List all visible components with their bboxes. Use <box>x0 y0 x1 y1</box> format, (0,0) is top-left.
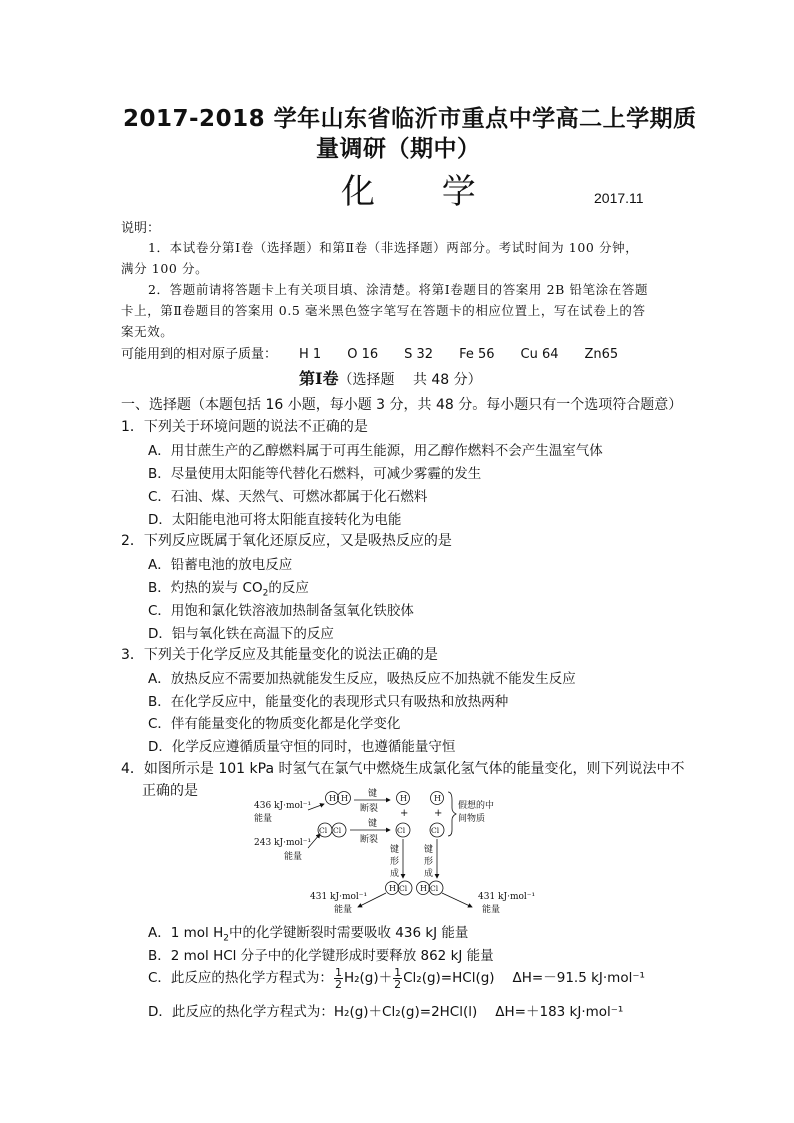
question-2-option-c: C．用饱和氯化铁溶液加热制备氢氧化铁胶体 <box>148 603 414 619</box>
atomic-masses <box>121 343 644 362</box>
instruction-2a: 2．答题前请将答题卡上有关项目填、涂清楚。将第Ⅰ卷题目的答案用 2B 铅笔涂在答题 <box>148 282 649 297</box>
question-3-option-c: C．伴有能量变化的物质变化都是化学变化 <box>148 716 401 732</box>
page-title-line2: 量调研（期中） <box>316 136 481 162</box>
plus-2: + <box>434 808 443 819</box>
form-1-b: 形 <box>390 857 400 867</box>
question-1-option-d: D．太阳能电池可将太阳能直接转化为电能 <box>148 512 402 528</box>
break-1-a: 键 <box>368 789 378 799</box>
question-2-option-a: A．铅蓄电池的放电反应 <box>148 557 293 573</box>
mass-h: H 1 <box>299 347 322 362</box>
form-2-a: 键 <box>424 845 434 855</box>
energy-cl2-label: 能量 <box>284 852 303 862</box>
atom-h-5: H <box>389 884 396 893</box>
instruction-1b: 满分 100 分。 <box>121 261 209 276</box>
question-3-stem: 3．下列关于化学反应及其能量变化的说法正确的是 <box>121 647 438 663</box>
part-heading: 一、选择题（本题包括 16 小题，每小题 3 分，共 48 分。每小题只有一个选项符合题意） <box>121 397 683 413</box>
atom-h-6: H <box>420 884 427 893</box>
energy-hcl-1-label: 能量 <box>334 905 353 915</box>
section-title-main: 第Ⅰ卷 <box>299 369 339 388</box>
section-subtitle: （选择题 共 48 分） <box>338 372 482 388</box>
mass-o: O 16 <box>347 347 379 362</box>
question-3-option-a: A．放热反应不需要加热就能发生反应，吸热反应不加热就不能发生反应 <box>148 671 576 687</box>
energy-diagram <box>250 786 550 920</box>
question-2-stem: 2．下列反应既属于氧化还原反应，又是吸热反应的是 <box>121 533 452 549</box>
atom-h-4: H <box>434 794 441 803</box>
energy-h2: 436 kJ·mol⁻¹ <box>254 801 312 811</box>
break-1-b: 断裂 <box>360 804 379 814</box>
mass-fe: Fe 56 <box>459 347 495 362</box>
instructions-heading: 说明： <box>121 221 161 236</box>
energy-hcl-2-label: 能量 <box>482 905 501 915</box>
question-3-option-d: D．化学反应遵循质量守恒的同时，也遵循能量守恒 <box>148 739 456 755</box>
section-title <box>299 366 482 389</box>
break-2-a: 键 <box>368 819 378 829</box>
mass-zn: Zn65 <box>584 347 619 362</box>
instruction-1a: 1．本试卷分第Ⅰ卷（选择题）和第Ⅱ卷（非选择题）两部分。考试时间为 100 分钟， <box>148 240 639 255</box>
page-title-line1: 2017-2018 学年山东省临沂市重点中学高二上学期质 <box>123 106 697 132</box>
exam-date: 2017.11 <box>594 190 644 206</box>
atom-cl-1: Cl <box>319 826 328 835</box>
question-4-option-a: A．1 mol $H_2$中的化学键断裂时需要吸收 436 kJ 能量 <box>148 925 469 944</box>
atomic-masses-label: 可能用到的相对原子质量： <box>121 347 278 362</box>
question-1-stem: 1．下列关于环境问题的说法不正确的是 <box>121 419 368 435</box>
hypo-label-a: 假想的中 <box>458 801 495 811</box>
question-4-option-c: C．此反应的热化学方程式为： $\frac{1}{2}$ H₂(g)＋ $\frac{1}{2}$ Cl₂(g)=HCl(g) ΔH=－91.5 kJ·mol⁻¹ <box>148 965 645 991</box>
form-1-a: 键 <box>390 845 400 855</box>
question-3-option-b: B．在化学反应中，能量变化的表现形式只有吸热和放热两种 <box>148 694 509 710</box>
energy-hcl-1: 431 kJ·mol⁻¹ <box>310 892 368 902</box>
question-4-stem-a: 4．如图所示是 101 kPa 时氢气在氯气中燃烧生成氯化氢气体的能量变化，则下列说法中不 <box>121 761 685 777</box>
mass-s: S 32 <box>404 347 434 362</box>
atom-h-3: H <box>400 794 407 803</box>
energy-hcl-2: 431 kJ·mol⁻¹ <box>478 892 536 902</box>
instruction-2c: 案无效。 <box>121 324 174 339</box>
energy-cl2: 243 kJ·mol⁻¹ <box>254 838 312 848</box>
question-1-option-b: B．尽量使用太阳能等代替化石燃料，可减少雾霾的发生 <box>148 466 482 482</box>
instruction-2b: 卡上，第Ⅱ卷题目的答案用 0.5 毫米黑色签字笔写在答题卡的相应位置上，写在试卷上的答 <box>121 303 646 318</box>
atom-cl-2: Cl <box>333 826 342 835</box>
question-4-option-d: D．此反应的热化学方程式为：H₂(g)＋Cl₂(g)=2HCl(l) ΔH=＋183 kJ·mol⁻¹ <box>148 1004 624 1020</box>
question-4-option-b: B．2 mol HCl 分子中的化学键形成时要释放 862 kJ 能量 <box>148 948 494 964</box>
atom-cl-3: Cl <box>397 826 406 835</box>
question-1-option-a: A．用甘蔗生产的乙醇燃料属于可再生能源，用乙醇作燃料不会产生温室气体 <box>148 443 603 459</box>
atom-cl-4: Cl <box>431 826 440 835</box>
subject-title: 化 学 <box>341 172 504 212</box>
break-2-b: 断裂 <box>360 835 379 845</box>
form-2-b: 形 <box>424 857 434 867</box>
atom-cl-5: Cl <box>399 884 408 893</box>
atom-cl-6: Cl <box>430 884 439 893</box>
energy-h2-label: 能量 <box>254 814 273 824</box>
question-2-option-b: B．灼热的炭与 $CO_2$的反应 <box>148 580 309 599</box>
form-2-c: 成 <box>424 869 434 879</box>
fraction-half-1: $\frac{1}{2}$ <box>334 965 342 991</box>
atom-h-1: H <box>329 794 336 803</box>
mass-cu: Cu 64 <box>520 347 559 362</box>
atom-h-2: H <box>341 794 348 803</box>
fraction-half-2: $\frac{1}{2}$ <box>394 965 402 991</box>
hypo-label-b: 间物质 <box>458 814 486 824</box>
question-1-option-c: C．石油、煤、天然气、可燃冰都属于化石燃料 <box>148 489 428 505</box>
plus-1: + <box>400 808 409 819</box>
form-1-c: 成 <box>390 869 400 879</box>
question-2-option-d: D．铝与氧化铁在高温下的反应 <box>148 626 334 642</box>
question-4-stem-b: 正确的是 <box>142 783 198 799</box>
